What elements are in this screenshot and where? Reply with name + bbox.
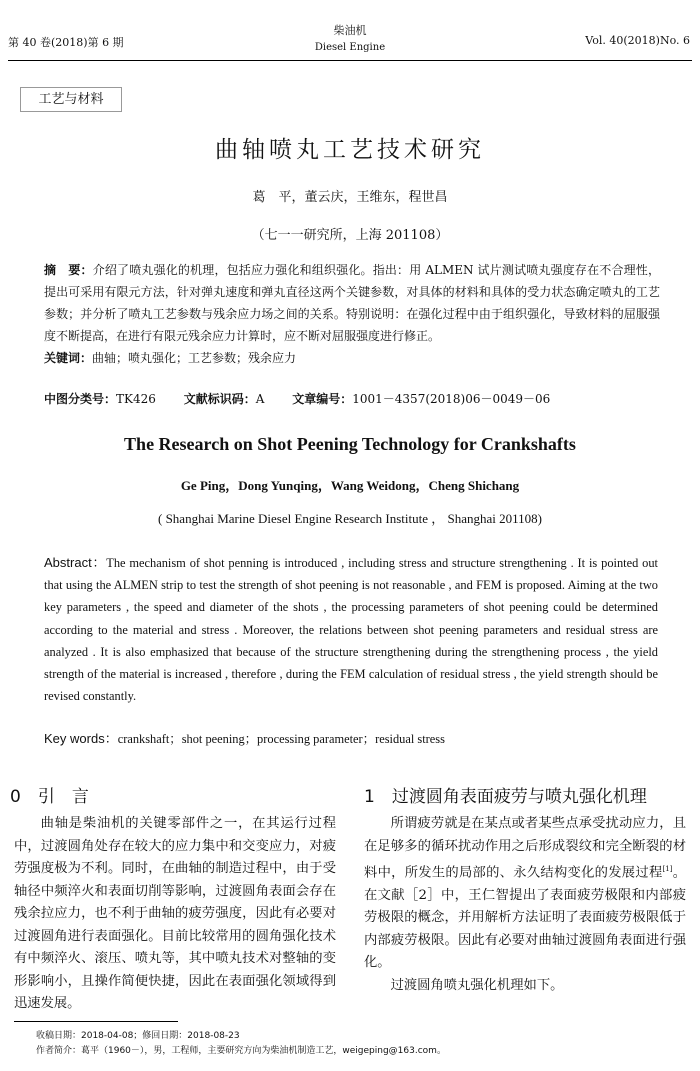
article-number-label: 文章编号： (292, 392, 353, 406)
keywords-en (44, 728, 445, 747)
citation-1[interactable]: [1] (662, 865, 673, 873)
affiliation-en: ( Shanghai Marine Diesel Engine Research Institute ， Shanghai 201108) (157, 511, 542, 526)
footnote-received: 收稿日期：2018-04-08；修回日期：2018-08-23 (36, 1031, 240, 1041)
clc-label: 中图分类号： (44, 392, 117, 406)
article-number-value: 1001－4357(2018)06－0049－06 (352, 392, 551, 406)
keywords-cn-label: 关键词： (44, 351, 93, 365)
section-tag: 工艺与材料 (20, 87, 122, 112)
abstract-en (44, 552, 658, 707)
doc-code-value: A (255, 392, 265, 406)
section-0-heading: 0 引 言 (10, 787, 89, 807)
header-rule (8, 60, 692, 61)
abstract-cn-label: 摘 要： (44, 263, 93, 277)
section-1-body (364, 813, 686, 997)
footnote-rule (14, 1021, 178, 1022)
keywords-en-text: crankshaft；shot peening；processing parameter；residual stress (117, 732, 445, 746)
section-0-paragraph: 曲轴是柴油机的关键零部件之一，在其运行过程中，过渡圆角处存在较大的应力集中和交变应力，对疲劳强度极为不利。同时，在曲轴的制造过程中，由于受轴径中频淬火和表面切削等影响，过渡圆角表面会存在残余拉应力，也不利于曲轴的疲劳强度，因此有必要对过渡圆角进行表面强化。目前比较常用的圆角强化技术有中频淬火、滚压、喷丸等，其中喷丸技术对整轴的变形影响小，且操作简便快捷，因此在表面强化领域得到迅速发展。 (14, 816, 336, 1011)
authors-en: Ge Ping，Dong Yunqing，Wang Weidong，Cheng Shichang (180, 478, 520, 493)
journal-name-en: Diesel Engine (314, 42, 386, 53)
abstract-cn-text: 介绍了喷丸强化的机理，包括应力强化和组织强化。指出：用 ALMEN 试片测试喷丸强度存在不合理性，提出可采用有限元方法，针对弹丸速度和弹丸直径这两个关键参数，对具体的材料和具体的受力状态确定喷丸的工艺参数；并分析了喷丸工艺参数与残余应力场之间的关系。特别说明：在强化过程中由于组织强化，导致材料的屈服强度不断提高，在进行有限元残余应力计算时，应不断对屈服强度进行修正。 (44, 263, 660, 343)
abstract-en-text: The mechanism of shot penning is introduced , including stress and structure strengthening . It is pointed out that using the ALMEN strip to test the strength of shot peening is not reasonable , and FEM is proposed. Aiming at the two key parameters , the speed and diameter of the shots , the processing parameters of shot peening could be determined according to the material and stress . Moreover, the relations between shot peening parameters and residual stress are analyzed . It is also emphasized that because of the structure strengthening during the strengthening process , the yield strength of the material is increased , therefore , during the FEM calculation of residual stress , the yield strength should be revised constantly. (44, 556, 658, 704)
section-1-paragraph-2: 过渡圆角喷丸强化机理如下。 (390, 977, 564, 993)
section-0-body (14, 813, 336, 1016)
classification (44, 390, 574, 407)
journal-volume-en: Vol. 40(2018)No. 6 (585, 34, 690, 47)
title-en: The Research on Shot Peening Technology for Crankshafts (124, 434, 576, 454)
abstract-en-label: Abstract： (44, 555, 107, 570)
doc-code-label: 文献标识码： (183, 392, 256, 406)
journal-volume: 第 40 卷(2018)第 6 期 (8, 36, 124, 49)
section-1-paragraph-1-cont: 。在文献［2］中，王仁智提出了表面疲劳极限和内部疲劳极限的概念，并用解析方法证明了表面疲劳极限低于内部疲劳极限。因此有必要对曲轴过渡圆角表面进行强化。 (364, 865, 687, 971)
abstract-cn (44, 259, 660, 369)
section-1-paragraph-1 (364, 813, 686, 975)
keywords-cn-text: 曲轴；喷丸强化；工艺参数；残余应力 (92, 351, 297, 365)
section-1-heading: 1 过渡圆角表面疲劳与喷丸强化机理 (364, 787, 647, 807)
journal-name-cn: 柴油机 (333, 24, 367, 37)
keywords-en-label: Key words： (44, 731, 118, 746)
section-1-paragraph-1-text: 所谓疲劳就是在某点或者某些点承受扰动应力，且在足够多的循环扰动作用之后形成裂纹和完全断裂的材料中，所发生的局部的、永久结构变化的发展过程 (364, 816, 686, 881)
affiliation-cn: （七一一研究所，上海 201108） (251, 228, 449, 243)
footnote-author: 作者简介：葛平（1960－），男，工程师，主要研究方向为柴油机制造工艺，weigeping@163.com。 (36, 1046, 446, 1056)
clc-value: TK426 (116, 392, 156, 406)
authors-cn: 葛 平，董云庆，王维东，程世昌 (252, 190, 448, 205)
title-cn: 曲轴喷丸工艺技术研究 (215, 137, 485, 163)
